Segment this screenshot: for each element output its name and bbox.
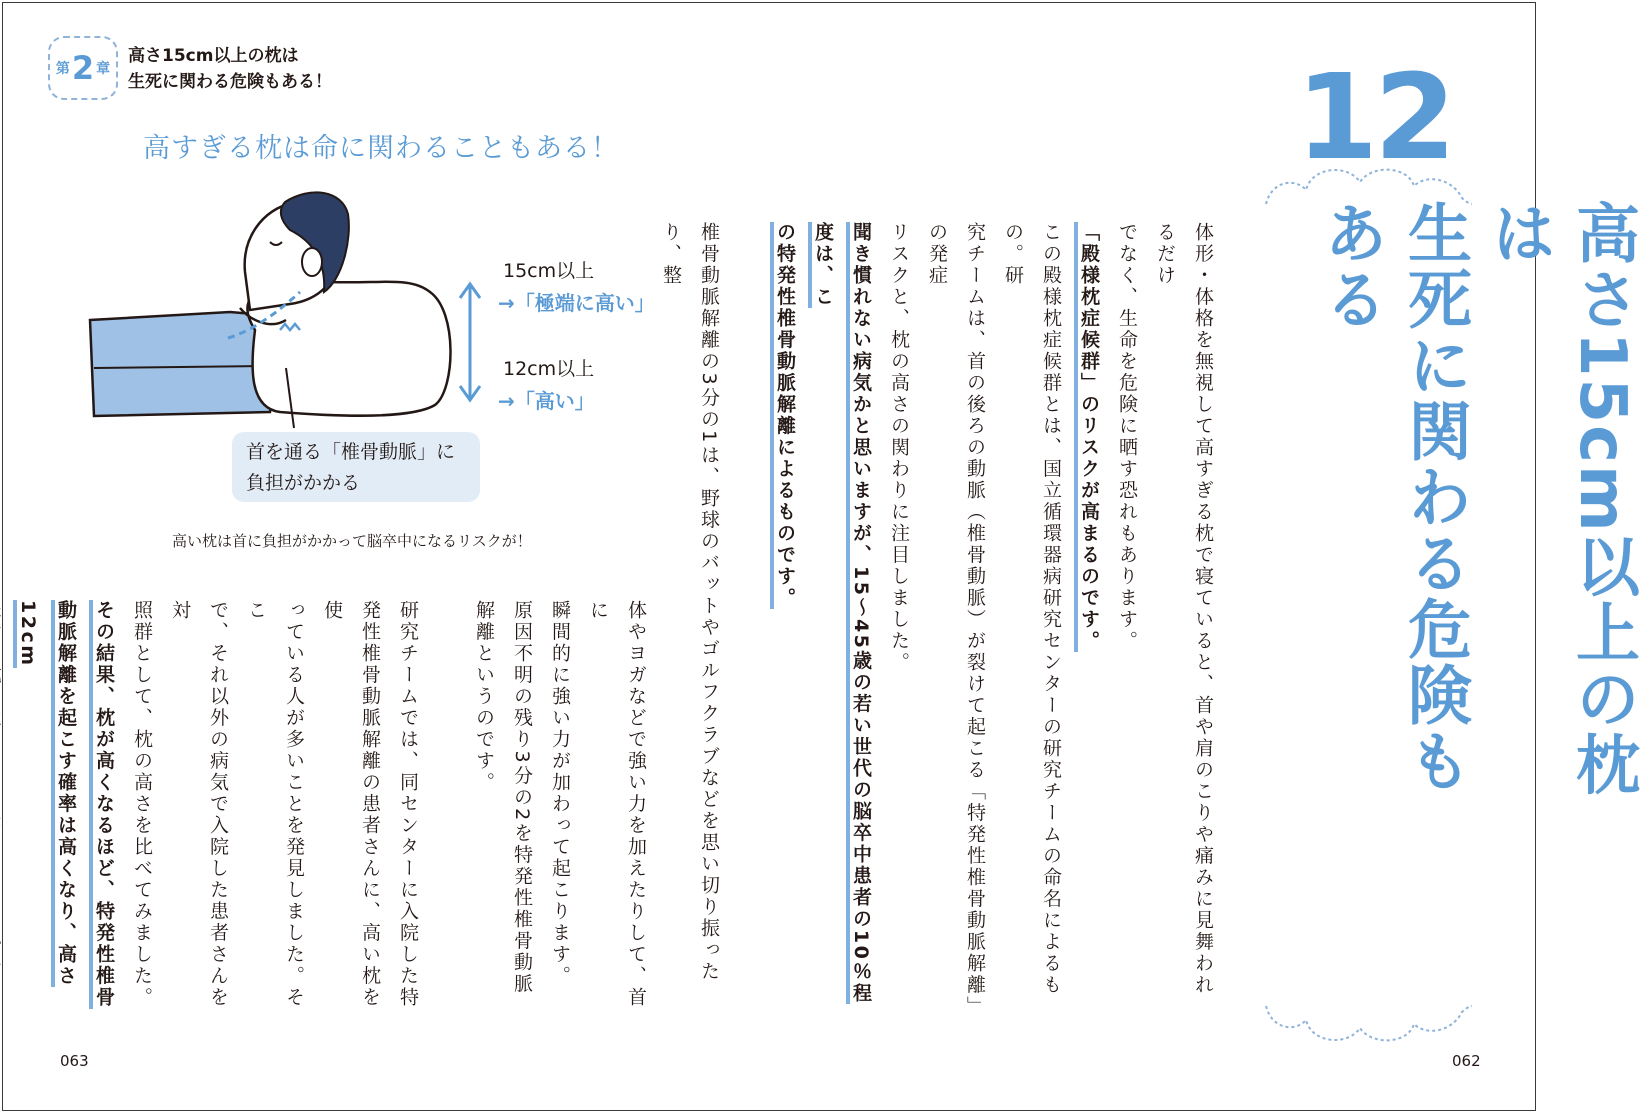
- label-over-12cm: 12cm以上: [503, 358, 595, 380]
- left-body-text: [0, 600, 655, 1020]
- left-body-line: 発性椎骨動脈解離の患者さんに、高い枕を使: [321, 600, 381, 1009]
- left-body-line: 体やヨガなどで強い力を加えたりして、首に: [587, 600, 647, 1009]
- section-title-line-1: 高さ15cm以上の枕は: [1481, 200, 1639, 798]
- left-body-line: 動脈解離を起こす確率は高くなり、高さ12cm: [9, 600, 85, 1020]
- artery-callout: 首を通る「椎骨動脈」に 負担がかかる: [232, 432, 480, 502]
- section-title-line-2: 生死に関わる危険もある: [1313, 200, 1471, 794]
- left-body-line: 解離というのです。: [473, 600, 495, 794]
- right-body-line: 聞き慣れない病気かと思いますが、15〜45歳の若い世代の脳卒中患者の10％程度は、こ: [804, 222, 880, 1012]
- right-body-line: [728, 222, 766, 1012]
- right-body-line: 体形・体格を無視して高すぎる枕で寝ていると、首や肩のこりや痛みに見舞われるだけ: [1154, 222, 1214, 996]
- right-body-line: リスクと、枕の高さの関わりに注目しました。: [888, 222, 910, 674]
- left-body-line: 照群として、枕の高さを比べてみました。: [131, 600, 153, 1009]
- left-body-line: 原因不明の残り3分の2を特発性椎骨動脈: [511, 600, 533, 995]
- left-body-line: [0, 600, 9, 1020]
- running-head: 高さ15cm以上の枕は 生死に関わる危険もある！: [128, 46, 332, 92]
- left-body-line: [427, 600, 465, 1020]
- right-body-line: の特発性椎骨動脈解離によるものです。: [766, 222, 804, 1012]
- folio-left: 063: [60, 1052, 89, 1070]
- illustration-caption: 高い枕は首に負担がかかって脳卒中になるリスクが！: [172, 532, 532, 550]
- chapter-prefix: 第: [55, 61, 70, 77]
- left-body-line: 研究チームでは、同センターに入院した特: [397, 600, 419, 1009]
- label-over-15cm: 15cm以上: [503, 260, 595, 282]
- section-title: [1308, 200, 1644, 850]
- right-body-line: でなく、生命を危険に晒す恐れもあります。: [1116, 222, 1138, 652]
- cloud-divider-bottom: [1262, 1000, 1476, 1050]
- right-body-line: 究チームは、首の後ろの動脈（椎骨動脈）が裂けて起こる「特発性椎骨動脈解離」の発症: [926, 222, 986, 1008]
- label-high: →「高い」: [498, 389, 595, 413]
- section-number: 12: [1296, 48, 1453, 186]
- chapter-badge: [48, 36, 118, 100]
- right-body-line: この殿様枕症候群とは、国立循環器病研究センターの研究チームの命名によるもの。研: [1002, 222, 1062, 996]
- chapter-suffix: 章: [96, 61, 111, 77]
- left-body-line: その結果、枕が高くなるほど、特発性椎骨: [85, 600, 123, 1020]
- label-extremely-high: →「極端に高い」: [498, 291, 655, 315]
- left-body-line: っている人が多いことを発見しました。そこ: [245, 600, 305, 1009]
- left-body-line: 瞬間的に強い力が加わって起こります。: [549, 600, 571, 987]
- right-body-text: [652, 222, 1222, 1012]
- illustration-title: 高すぎる枕は命に関わることもある！: [143, 133, 619, 164]
- right-body-line: 「殿様枕症候群」のリスクが高まるのです。: [1070, 222, 1108, 1012]
- left-body-line: で、それ以外の病気で入院した患者さんを対: [169, 600, 229, 1009]
- right-body-line: 椎骨動脈解離の3分の1は、野球のバットやゴルフクラブなどを思い切り振ったり、整: [660, 222, 720, 983]
- folio-right: 062: [1452, 1052, 1481, 1070]
- chapter-number: 2: [71, 49, 95, 87]
